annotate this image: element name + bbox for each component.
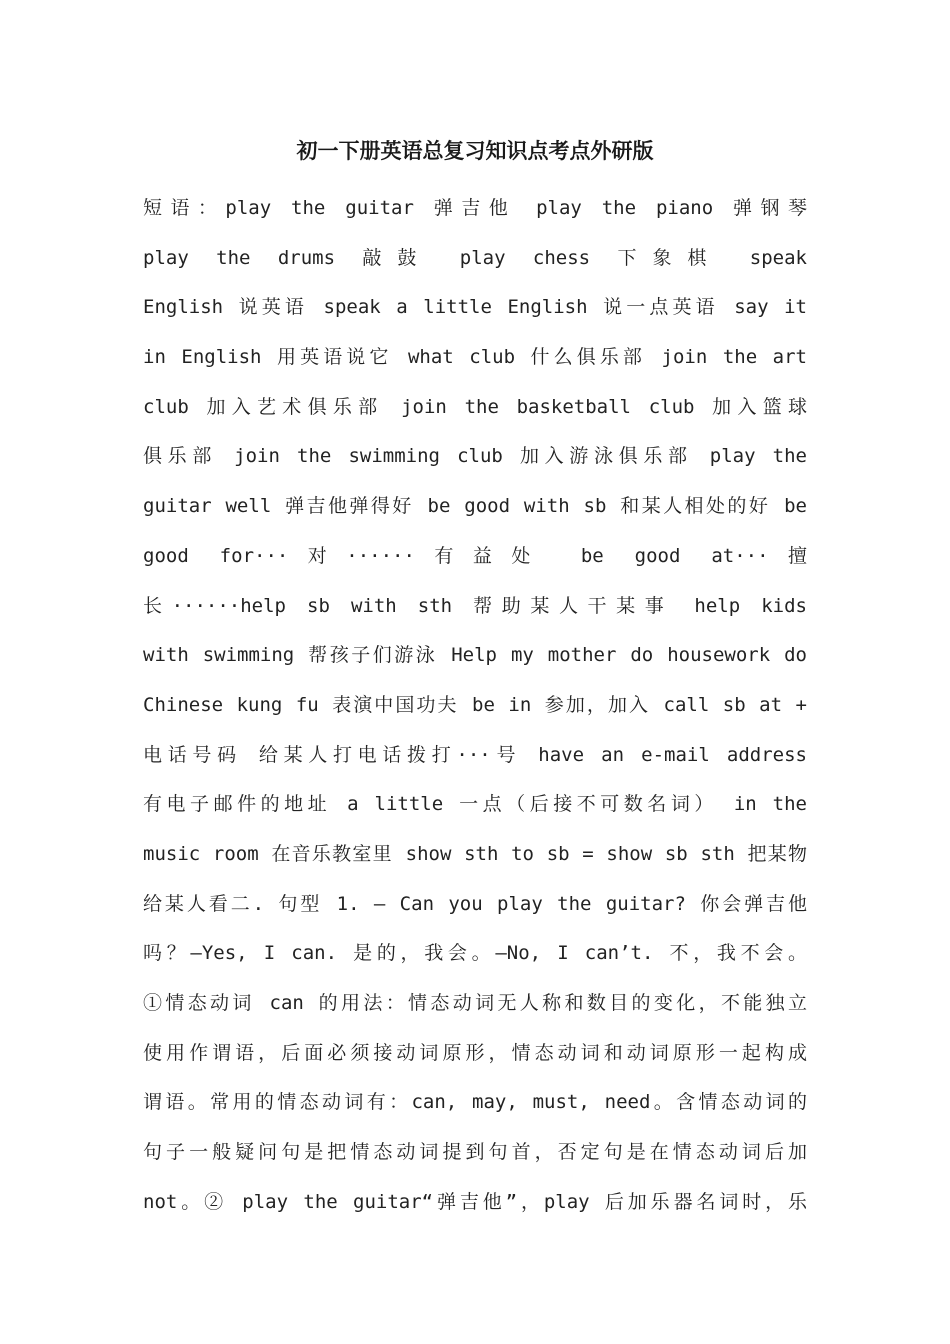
text-line: 吗？—Yes, I can. 是的，我会。—No, I can’t. 不，我不会。: [143, 942, 807, 965]
text-line: 长······help sb with sth 帮助某人干某事 help kids: [143, 594, 807, 617]
text-line: good for···对······有益处 be good at···擅: [143, 544, 807, 567]
text-line: with swimming 帮孩子们游泳 Help my mother do housework do: [143, 644, 807, 667]
text-line: play the drums 敲鼓 play chess 下象棋 speak: [143, 246, 807, 269]
document-title: 初一下册英语总复习知识点考点外研版: [296, 139, 654, 163]
text-line: club 加入艺术俱乐部 join the basketball club 加入篮球: [143, 395, 807, 418]
text-line: ①情态动词 can 的用法：情态动词无人称和数目的变化，不能独立: [143, 992, 807, 1014]
text-line: music room 在音乐教室里 show sth to sb = show sb sth 把某物: [143, 842, 807, 865]
text-line: guitar well 弹吉他弹得好 be good with sb 和某人相处的好 be: [143, 495, 807, 518]
text-line: 短语：play the guitar 弹吉他 play the piano 弹钢琴: [143, 197, 807, 219]
text-line: 电话号码 给某人打电话拨打···号 have an e-mail address: [143, 743, 807, 766]
text-line: 给某人看二. 句型 1. — Can you play the guitar? 你会弹吉他: [143, 892, 807, 915]
text-line: 有电子邮件的地址 a little 一点（后接不可数名词） in the: [143, 793, 807, 816]
document-body: [143, 184, 807, 1227]
text-line: Chinese kung fu 表演中国功夫 be in 参加，加入 call sb at +: [143, 693, 807, 716]
text-line: 句子一般疑问句是把情态动词提到句首，否定句是在情态动词后加: [143, 1141, 807, 1164]
text-line: not。② play the guitar“弹吉他”，play 后加乐器名词时，乐: [143, 1190, 807, 1213]
text-line: 使用作谓语，后面必须接动词原形，情态动词和动词原形一起构成: [143, 1041, 807, 1064]
text-line: English 说英语 speak a little English 说一点英语 say it: [143, 296, 807, 319]
text-line: in English 用英语说它 what club 什么俱乐部 join the art: [143, 346, 807, 369]
text-line: 谓语。常用的情态动词有：can, may, must, need。含情态动词的: [143, 1091, 807, 1114]
text-line: 俱乐部 join the swimming club 加入游泳俱乐部 play the: [143, 445, 807, 468]
